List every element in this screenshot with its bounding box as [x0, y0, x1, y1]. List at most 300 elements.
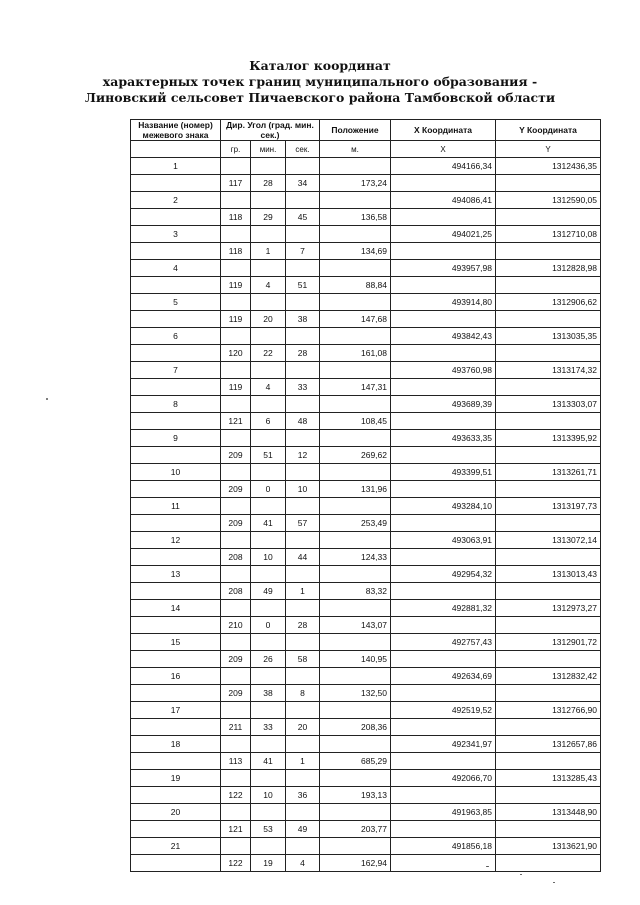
empty-cell: [320, 838, 391, 855]
x-coordinate: 493842,43: [391, 328, 496, 345]
point-name: 5: [131, 294, 221, 311]
empty-cell: [131, 855, 221, 872]
point-row: [131, 532, 601, 549]
x-coordinate: 494086,41: [391, 192, 496, 209]
empty-cell: [320, 736, 391, 753]
point-row: [131, 464, 601, 481]
empty-cell: [221, 464, 251, 481]
empty-cell: [391, 175, 496, 192]
segment-row: [131, 481, 601, 498]
empty-cell: [391, 685, 496, 702]
segment-row: [131, 549, 601, 566]
distance-m: 124,33: [320, 549, 391, 566]
point-row: [131, 158, 601, 175]
angle-seconds: 28: [286, 345, 320, 362]
point-row: [131, 192, 601, 209]
point-row: [131, 804, 601, 821]
empty-cell: [320, 260, 391, 277]
x-coordinate: 492881,32: [391, 600, 496, 617]
subheader-deg: гр.: [221, 141, 251, 158]
x-coordinate: 492757,43: [391, 634, 496, 651]
x-coordinate: 494166,34: [391, 158, 496, 175]
empty-cell: [320, 430, 391, 447]
empty-cell: [286, 566, 320, 583]
point-name: 15: [131, 634, 221, 651]
x-coordinate: 494021,25: [391, 226, 496, 243]
segment-row: [131, 379, 601, 396]
angle-seconds: 1: [286, 583, 320, 600]
x-coordinate: 492634,69: [391, 668, 496, 685]
title-line-2: характерных точек границ муниципального образования -: [102, 74, 538, 89]
empty-cell: [286, 668, 320, 685]
point-row: [131, 838, 601, 855]
empty-cell: [496, 175, 601, 192]
segment-row: [131, 651, 601, 668]
distance-m: 83,32: [320, 583, 391, 600]
distance-m: 685,29: [320, 753, 391, 770]
segment-row: [131, 311, 601, 328]
point-name: 12: [131, 532, 221, 549]
angle-minutes: 41: [251, 753, 286, 770]
segment-row: [131, 515, 601, 532]
empty-cell: [251, 362, 286, 379]
empty-cell: [251, 736, 286, 753]
subheader-m: м.: [320, 141, 391, 158]
angle-seconds: 49: [286, 821, 320, 838]
empty-cell: [131, 447, 221, 464]
empty-cell: [286, 464, 320, 481]
point-row: [131, 226, 601, 243]
empty-cell: [221, 634, 251, 651]
empty-cell: [320, 294, 391, 311]
point-row: [131, 668, 601, 685]
angle-minutes: 41: [251, 515, 286, 532]
empty-cell: [286, 362, 320, 379]
empty-cell: [251, 770, 286, 787]
y-coordinate: 1312828,98: [496, 260, 601, 277]
document-title: [0, 58, 640, 106]
point-row: [131, 430, 601, 447]
empty-cell: [221, 770, 251, 787]
empty-cell: [320, 668, 391, 685]
y-coordinate: 1312766,90: [496, 702, 601, 719]
x-coordinate: 492519,52: [391, 702, 496, 719]
empty-cell: [221, 702, 251, 719]
empty-cell: [251, 600, 286, 617]
angle-seconds: 48: [286, 413, 320, 430]
y-coordinate: 1313174,32: [496, 362, 601, 379]
empty-cell: [286, 226, 320, 243]
angle-seconds: 10: [286, 481, 320, 498]
angle-seconds: 34: [286, 175, 320, 192]
angle-minutes: 4: [251, 379, 286, 396]
point-name: 14: [131, 600, 221, 617]
point-name: 10: [131, 464, 221, 481]
x-coordinate: 492954,32: [391, 566, 496, 583]
empty-cell: [221, 158, 251, 175]
empty-cell: [496, 753, 601, 770]
x-coordinate: 493689,39: [391, 396, 496, 413]
empty-cell: [286, 430, 320, 447]
angle-seconds: 58: [286, 651, 320, 668]
empty-cell: [221, 192, 251, 209]
point-name: 2: [131, 192, 221, 209]
y-coordinate: 1313013,43: [496, 566, 601, 583]
empty-cell: [131, 787, 221, 804]
empty-cell: [131, 481, 221, 498]
distance-m: 88,84: [320, 277, 391, 294]
empty-cell: [320, 702, 391, 719]
angle-degrees: 121: [221, 413, 251, 430]
angle-minutes: 22: [251, 345, 286, 362]
x-coordinate: 493399,51: [391, 464, 496, 481]
segment-row: [131, 719, 601, 736]
empty-cell: [221, 226, 251, 243]
scan-speck: [520, 874, 522, 875]
segment-row: [131, 345, 601, 362]
empty-cell: [391, 753, 496, 770]
y-coordinate: 1312973,27: [496, 600, 601, 617]
angle-degrees: 122: [221, 855, 251, 872]
point-row: [131, 566, 601, 583]
angle-minutes: 0: [251, 481, 286, 498]
angle-seconds: 4: [286, 855, 320, 872]
y-coordinate: 1312832,42: [496, 668, 601, 685]
empty-cell: [391, 311, 496, 328]
header-x: X Координата: [391, 120, 496, 141]
angle-minutes: 10: [251, 549, 286, 566]
angle-degrees: 119: [221, 311, 251, 328]
empty-cell: [221, 804, 251, 821]
x-coordinate: 493914,80: [391, 294, 496, 311]
distance-m: 131,96: [320, 481, 391, 498]
angle-degrees: 210: [221, 617, 251, 634]
distance-m: 269,62: [320, 447, 391, 464]
empty-cell: [391, 277, 496, 294]
angle-minutes: 26: [251, 651, 286, 668]
empty-cell: [221, 430, 251, 447]
x-coordinate: 492066,70: [391, 770, 496, 787]
angle-minutes: 1: [251, 243, 286, 260]
distance-m: 147,31: [320, 379, 391, 396]
x-coordinate: 493284,10: [391, 498, 496, 515]
angle-seconds: 44: [286, 549, 320, 566]
header-y: Y Координата: [496, 120, 601, 141]
angle-minutes: 28: [251, 175, 286, 192]
point-row: [131, 396, 601, 413]
angle-seconds: 45: [286, 209, 320, 226]
empty-cell: [391, 719, 496, 736]
angle-degrees: 117: [221, 175, 251, 192]
empty-cell: [221, 838, 251, 855]
y-coordinate: 1313197,73: [496, 498, 601, 515]
empty-cell: [286, 396, 320, 413]
distance-m: 140,95: [320, 651, 391, 668]
empty-cell: [131, 345, 221, 362]
angle-degrees: 118: [221, 243, 251, 260]
title-line-1: Каталог координат: [249, 58, 391, 73]
empty-cell: [391, 413, 496, 430]
angle-degrees: 121: [221, 821, 251, 838]
angle-minutes: 4: [251, 277, 286, 294]
angle-degrees: 118: [221, 209, 251, 226]
distance-m: 108,45: [320, 413, 391, 430]
angle-seconds: 36: [286, 787, 320, 804]
empty-cell: [391, 243, 496, 260]
distance-m: 143,07: [320, 617, 391, 634]
empty-cell: [391, 821, 496, 838]
empty-cell: [131, 753, 221, 770]
angle-seconds: 12: [286, 447, 320, 464]
empty-cell: [221, 362, 251, 379]
empty-cell: [286, 634, 320, 651]
distance-m: 136,58: [320, 209, 391, 226]
segment-row: [131, 753, 601, 770]
x-coordinate: 491963,85: [391, 804, 496, 821]
angle-degrees: 120: [221, 345, 251, 362]
y-coordinate: 1312901,72: [496, 634, 601, 651]
angle-minutes: 49: [251, 583, 286, 600]
header-distance: Положение: [320, 120, 391, 141]
empty-cell: [496, 447, 601, 464]
empty-cell: [320, 804, 391, 821]
empty-cell: [391, 481, 496, 498]
angle-minutes: 10: [251, 787, 286, 804]
empty-cell: [131, 243, 221, 260]
segment-row: [131, 447, 601, 464]
y-coordinate: 1312710,08: [496, 226, 601, 243]
x-coordinate: 493633,35: [391, 430, 496, 447]
angle-degrees: 208: [221, 549, 251, 566]
y-coordinate: 1313621,90: [496, 838, 601, 855]
angle-degrees: 209: [221, 447, 251, 464]
empty-cell: [320, 328, 391, 345]
distance-m: 147,68: [320, 311, 391, 328]
empty-cell: [286, 532, 320, 549]
empty-cell: [221, 396, 251, 413]
empty-cell: [221, 600, 251, 617]
point-row: [131, 498, 601, 515]
angle-degrees: 209: [221, 685, 251, 702]
point-name: 13: [131, 566, 221, 583]
angle-minutes: 6: [251, 413, 286, 430]
subheader-sec: сек.: [286, 141, 320, 158]
angle-seconds: 57: [286, 515, 320, 532]
empty-cell: [320, 158, 391, 175]
angle-minutes: 33: [251, 719, 286, 736]
empty-cell: [251, 566, 286, 583]
angle-seconds: 7: [286, 243, 320, 260]
angle-minutes: 38: [251, 685, 286, 702]
empty-cell: [251, 668, 286, 685]
angle-minutes: 29: [251, 209, 286, 226]
segment-row: [131, 209, 601, 226]
empty-cell: [221, 736, 251, 753]
empty-cell: [391, 617, 496, 634]
subheader-x: X: [391, 141, 496, 158]
segment-row: [131, 821, 601, 838]
x-coordinate: 493063,91: [391, 532, 496, 549]
empty-cell: [131, 685, 221, 702]
empty-cell: [391, 855, 496, 872]
point-name: 4: [131, 260, 221, 277]
coordinates-table: [130, 119, 601, 872]
y-coordinate: 1313035,35: [496, 328, 601, 345]
empty-cell: [251, 396, 286, 413]
empty-cell: [131, 209, 221, 226]
empty-cell: [221, 260, 251, 277]
empty-cell: [496, 515, 601, 532]
point-row: [131, 702, 601, 719]
empty-cell: [286, 702, 320, 719]
point-name: 3: [131, 226, 221, 243]
x-coordinate: 493957,98: [391, 260, 496, 277]
angle-minutes: 53: [251, 821, 286, 838]
empty-cell: [251, 804, 286, 821]
empty-cell: [391, 651, 496, 668]
empty-cell: [391, 447, 496, 464]
empty-cell: [320, 532, 391, 549]
point-row: [131, 294, 601, 311]
empty-cell: [131, 821, 221, 838]
scan-speck: [553, 882, 555, 883]
empty-cell: [496, 787, 601, 804]
empty-cell: [286, 294, 320, 311]
point-name: 11: [131, 498, 221, 515]
empty-cell: [131, 549, 221, 566]
empty-cell: [496, 617, 601, 634]
distance-m: 162,94: [320, 855, 391, 872]
empty-cell: [391, 787, 496, 804]
point-name: 6: [131, 328, 221, 345]
angle-degrees: 209: [221, 481, 251, 498]
y-coordinate: 1313285,43: [496, 770, 601, 787]
empty-cell: [391, 515, 496, 532]
segment-row: [131, 413, 601, 430]
table-body: [131, 158, 601, 872]
distance-m: 161,08: [320, 345, 391, 362]
empty-cell: [320, 600, 391, 617]
segment-row: [131, 855, 601, 872]
segment-row: [131, 617, 601, 634]
point-name: 8: [131, 396, 221, 413]
angle-minutes: 0: [251, 617, 286, 634]
empty-cell: [286, 838, 320, 855]
empty-cell: [320, 362, 391, 379]
segment-row: [131, 583, 601, 600]
angle-degrees: 122: [221, 787, 251, 804]
angle-seconds: 8: [286, 685, 320, 702]
empty-cell: [286, 770, 320, 787]
empty-cell: [320, 226, 391, 243]
scan-speck: [46, 398, 48, 400]
empty-cell: [221, 328, 251, 345]
empty-cell: [131, 277, 221, 294]
empty-cell: [221, 498, 251, 515]
empty-cell: [391, 379, 496, 396]
empty-cell: [496, 413, 601, 430]
empty-cell: [286, 736, 320, 753]
empty-cell: [320, 566, 391, 583]
empty-cell: [496, 481, 601, 498]
point-name: 1: [131, 158, 221, 175]
empty-cell: [496, 209, 601, 226]
empty-cell: [320, 464, 391, 481]
empty-cell: [251, 702, 286, 719]
empty-cell: [131, 175, 221, 192]
point-name: 9: [131, 430, 221, 447]
y-coordinate: 1312436,35: [496, 158, 601, 175]
empty-cell: [286, 158, 320, 175]
empty-cell: [251, 226, 286, 243]
distance-m: 193,13: [320, 787, 391, 804]
segment-row: [131, 685, 601, 702]
empty-cell: [496, 651, 601, 668]
angle-seconds: 28: [286, 617, 320, 634]
point-row: [131, 736, 601, 753]
empty-cell: [251, 838, 286, 855]
y-coordinate: 1312590,05: [496, 192, 601, 209]
angle-seconds: 20: [286, 719, 320, 736]
point-name: 16: [131, 668, 221, 685]
empty-cell: [221, 532, 251, 549]
point-row: [131, 770, 601, 787]
distance-m: 253,49: [320, 515, 391, 532]
angle-degrees: 119: [221, 277, 251, 294]
segment-row: [131, 787, 601, 804]
distance-m: 203,77: [320, 821, 391, 838]
empty-cell: [251, 532, 286, 549]
empty-cell: [496, 719, 601, 736]
subheader-min: мин.: [251, 141, 286, 158]
empty-cell: [221, 668, 251, 685]
angle-minutes: 19: [251, 855, 286, 872]
empty-cell: [251, 260, 286, 277]
empty-cell: [496, 549, 601, 566]
empty-cell: [496, 345, 601, 362]
angle-minutes: 51: [251, 447, 286, 464]
empty-cell: [131, 515, 221, 532]
empty-cell: [320, 192, 391, 209]
empty-cell: [286, 498, 320, 515]
segment-row: [131, 277, 601, 294]
y-coordinate: 1313448,90: [496, 804, 601, 821]
angle-seconds: 1: [286, 753, 320, 770]
point-row: [131, 260, 601, 277]
empty-cell: [391, 345, 496, 362]
header-name: Название (номер) межевого знака: [131, 120, 221, 141]
empty-cell: [131, 617, 221, 634]
point-name: 18: [131, 736, 221, 753]
empty-cell: [286, 804, 320, 821]
y-coordinate: 1313303,07: [496, 396, 601, 413]
empty-cell: [391, 209, 496, 226]
empty-cell: [131, 413, 221, 430]
angle-degrees: 211: [221, 719, 251, 736]
empty-cell: [131, 719, 221, 736]
empty-cell: [496, 583, 601, 600]
segment-row: [131, 243, 601, 260]
empty-cell: [496, 243, 601, 260]
empty-cell: [496, 855, 601, 872]
empty-cell: [221, 566, 251, 583]
x-coordinate: 492341,97: [391, 736, 496, 753]
y-coordinate: 1313261,71: [496, 464, 601, 481]
angle-degrees: 209: [221, 515, 251, 532]
angle-minutes: 20: [251, 311, 286, 328]
empty-cell: [496, 379, 601, 396]
y-coordinate: 1312657,86: [496, 736, 601, 753]
